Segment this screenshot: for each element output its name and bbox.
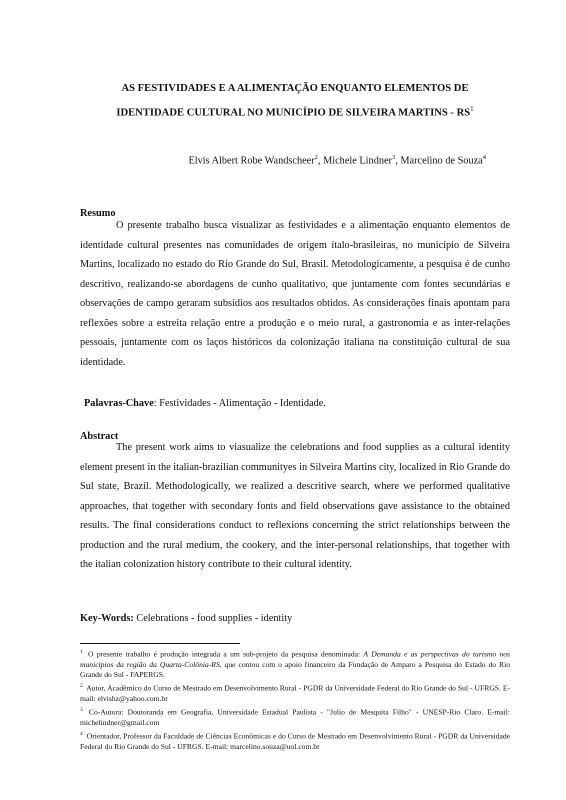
footnote [80, 647, 510, 680]
abstract-heading: Abstract [80, 431, 119, 442]
keywords-label: Key-Words: [80, 613, 134, 624]
abstract-keywords [80, 612, 292, 625]
footnote [80, 681, 510, 704]
resumo-body: O presente trabalho busca visualizar as festividades e a alimentação enquanto elementos de identidade cultural presentes nas comunidades de origem ítalo-brasileiras, no município de Silveira Martins, localizado no estado do Rio Grande do Sul, Brasil. Metodologicamente, a pesquisa é de cunho descritivo, realizando-se abordagens de cunho qualitativo, que juntamente com fontes secundárias e observações de campo geraram subsídios aos resultados obtidos. As considerações finais apontam para reflexões sobre a estreita relação entre a produção e o meio rural, a gastronomia e as inter-relações pessoais, juntamente com os laços históricos da colonização italiana na constituição cultural de sua identidade. [80, 220, 510, 368]
title-line-1: AS FESTIVIDADES E A ALIMENTAÇÃO ENQUANTO ELEMENTOS DE [121, 83, 469, 94]
paper-title [80, 78, 510, 124]
title-line-2: IDENTIDADE CULTURAL NO MUNICÍPIO DE SILVEIRA MARTINS - RS [116, 107, 471, 119]
resumo-keywords [84, 397, 326, 410]
footnote-text: Autor, Acadêmico do Curso de Mestrado em Desenvolvimento Rural - PGDR da Universidade Federal do Rio Grande do Sul - UFRGS. E-mail: elvishz@yahoo.com.br [80, 683, 510, 703]
keywords-text: : Festividades - Alimentação - Identidade. [153, 398, 326, 409]
footnote-text: , que contou com o apoio financeiro da Fundação de Amparo a Pesquisa do Estado do Rio Grande do Sul - FAPERGS. [80, 659, 510, 679]
author-footnote-mark: 3 [391, 154, 396, 161]
author-name: Michele Lindner [323, 155, 392, 167]
keywords-text: Celebrations - food supplies - identity [133, 613, 293, 624]
footnote-divider [80, 643, 240, 644]
footnote-mark: 2 [80, 683, 83, 690]
abstract-body: The present work aims to viasualize the celebrations and food supplies as a cultural identity element present in the italian-brazilian communityes in Silveira Martins city, localized in Rio Grande do Sul state, Brazil. Methodologically, we realized a descritive search, where we performed qualitative approaches, that together with secondary fonts and field observations gave assistance to the obtained results. The final considerations conduct to reflexions concerning the strict relationships between the production and the rural medium, the cookery, and the inter-personal relationships, that together with the italian colonization history contribute to their cultural identity. [80, 442, 510, 570]
footnote [80, 705, 510, 728]
author-footnote-mark: 4 [482, 154, 486, 161]
title-footnote-mark: 1 [470, 105, 474, 113]
footnote-italic-text: A Demanda e as perspectivas do turismo nos municípios da região da Quarta-Colônia-RS [80, 649, 510, 669]
footnote-text: Co-Autora: Doutoranda em Geografia, Universidade Estadual Paulista - "Julio de Mesquita Filho" - UNESP-Rio Claro. E-mail: michelindner@gmail.com [80, 707, 510, 727]
footnote-mark: 4 [80, 731, 83, 738]
author-list: Elvis Albert Robe Wandscheer$^2$, Michele Lindner$^3$, Marcelino de Souza$^4$ [188, 154, 486, 167]
author-footnote-mark: 2 [314, 154, 318, 161]
keywords-label: Palavras-Chave [84, 398, 154, 409]
author-name: Elvis Albert Robe Wandscheer [188, 155, 315, 167]
resumo-heading: Resumo [80, 208, 116, 219]
footnote-mark: 3 [80, 707, 83, 714]
footnote-mark: 1 [80, 649, 83, 655]
author-name: Marcelino de Souza [400, 155, 483, 167]
footnotes [80, 647, 510, 753]
footnote-text: O presente trabalho é produção integrada a um sub-projeto da pesquisa denominada: [84, 649, 364, 659]
footnote [80, 729, 510, 752]
footnote-text: Orientador, Professor da Faculdade de Ciências Econômicas e do Curso de Mestrado em Desenvolvimento Rural - PGDR da Universidade Federal do Rio Grande do Sul - UFRGS. E-mail: marcelino.souza@uol.com.br [80, 731, 510, 751]
